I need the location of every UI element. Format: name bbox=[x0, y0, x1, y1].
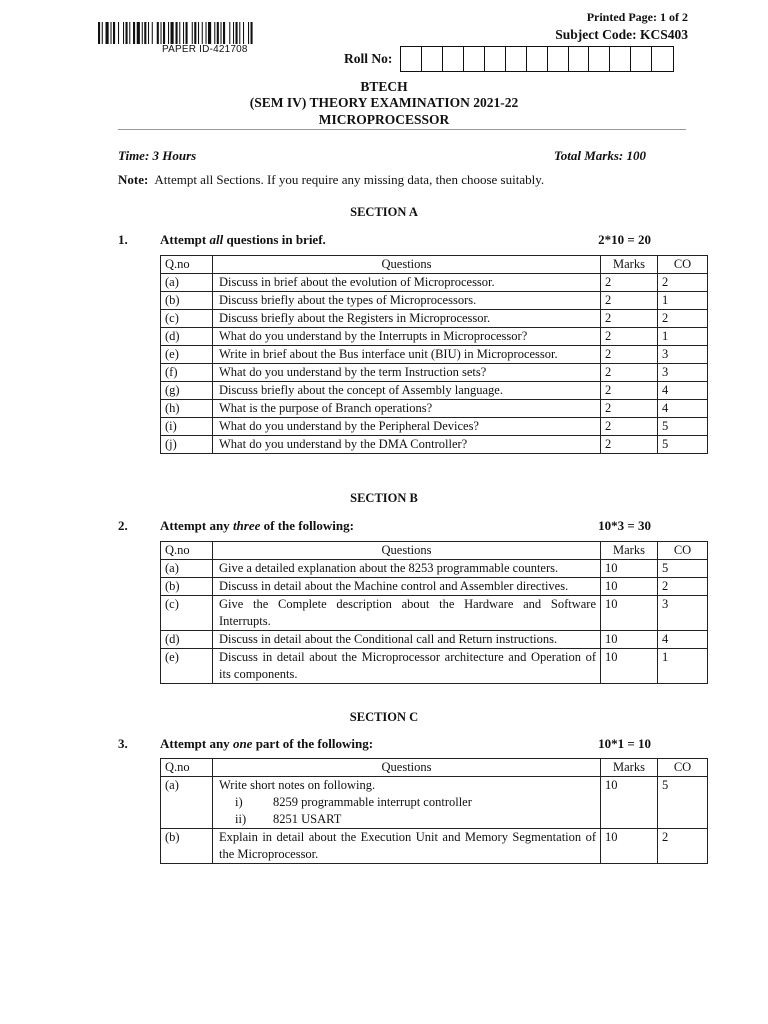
question-marks: 2 bbox=[601, 274, 658, 292]
roll-no-box[interactable] bbox=[506, 47, 527, 71]
question-text bbox=[213, 292, 601, 310]
section-c-instruction: Attempt any one part of the following: bbox=[160, 736, 374, 751]
question-number: (j) bbox=[161, 436, 213, 454]
note-text: Attempt all Sections. If you require any missing data, then choose suitably. bbox=[154, 172, 545, 187]
question-co: 4 bbox=[658, 382, 708, 400]
question-text bbox=[213, 328, 601, 346]
sub-question-number: i) bbox=[235, 795, 243, 809]
table-row bbox=[161, 596, 708, 631]
header-co: CO bbox=[658, 542, 708, 560]
roll-no-box[interactable] bbox=[401, 47, 422, 71]
question-marks: 10 bbox=[601, 649, 658, 684]
header-questions: Questions bbox=[213, 542, 601, 560]
section-a-number: 1. bbox=[118, 232, 128, 247]
exam-title: (SEM IV) THEORY EXAMINATION 2021-22 bbox=[249, 95, 519, 110]
question-co: 1 bbox=[658, 328, 708, 346]
question-number: (b) bbox=[161, 578, 213, 596]
question-text-line: Discuss in brief about the evolution of Microprocessor. bbox=[219, 275, 495, 289]
question-text bbox=[213, 346, 601, 364]
question-co: 3 bbox=[658, 346, 708, 364]
question-co: 4 bbox=[658, 631, 708, 649]
roll-no-boxes[interactable] bbox=[400, 46, 674, 72]
question-number: (e) bbox=[161, 649, 213, 684]
table-header-row bbox=[161, 542, 708, 560]
table-row bbox=[161, 560, 708, 578]
header-questions: Questions bbox=[213, 256, 601, 274]
printed-page: Printed Page: 1 of 2 bbox=[586, 10, 688, 24]
table-row bbox=[161, 436, 708, 454]
sub-question-number: ii) bbox=[235, 812, 247, 826]
table-row bbox=[161, 631, 708, 649]
roll-no-box[interactable] bbox=[631, 47, 652, 71]
roll-no bbox=[344, 46, 674, 72]
question-marks: 2 bbox=[601, 328, 658, 346]
note bbox=[118, 172, 544, 188]
question-marks: 10 bbox=[601, 631, 658, 649]
question-co: 1 bbox=[658, 292, 708, 310]
question-number: (i) bbox=[161, 418, 213, 436]
section-a-marks: 2*10 = 20 bbox=[598, 232, 651, 247]
question-marks: 2 bbox=[601, 364, 658, 382]
table-row bbox=[161, 649, 708, 684]
question-marks: 2 bbox=[601, 418, 658, 436]
question-text bbox=[213, 418, 601, 436]
question-text bbox=[213, 274, 601, 292]
question-number: (c) bbox=[161, 310, 213, 328]
question-text-line: Discuss in detail about the Microprocessor architecture and Operation of its components. bbox=[219, 650, 596, 681]
roll-no-box[interactable] bbox=[422, 47, 443, 71]
program-title: BTECH bbox=[360, 79, 408, 94]
question-text-line: Give a detailed explanation about the 8253 programmable counters. bbox=[219, 561, 559, 575]
sub-question-text: 8259 programmable interrupt controller bbox=[273, 795, 472, 809]
table-row bbox=[161, 829, 708, 864]
section-a-title: SECTION A bbox=[350, 205, 418, 219]
question-text bbox=[213, 382, 601, 400]
note-label: Note: bbox=[118, 172, 149, 187]
question-text-line: What do you understand by the Peripheral Devices? bbox=[219, 419, 479, 433]
question-co: 5 bbox=[658, 560, 708, 578]
question-text bbox=[213, 596, 601, 631]
question-co: 2 bbox=[658, 310, 708, 328]
question-co: 3 bbox=[658, 364, 708, 382]
header-co: CO bbox=[658, 256, 708, 274]
section-b-instruction: Attempt any three of the following: bbox=[160, 518, 354, 533]
question-co: 4 bbox=[658, 400, 708, 418]
question-marks: 2 bbox=[601, 382, 658, 400]
question-co: 2 bbox=[658, 274, 708, 292]
roll-no-box[interactable] bbox=[485, 47, 506, 71]
table-row bbox=[161, 292, 708, 310]
header-marks: Marks bbox=[601, 256, 658, 274]
question-text-line: What do you understand by the term Instruction sets? bbox=[219, 365, 487, 379]
question-text bbox=[213, 578, 601, 596]
sub-question-text: 8251 USART bbox=[273, 812, 342, 826]
question-text-line: Discuss briefly about the concept of Assembly language. bbox=[219, 383, 503, 397]
question-text bbox=[213, 777, 601, 829]
header-questions: Questions bbox=[213, 759, 601, 777]
question-co: 1 bbox=[658, 649, 708, 684]
subject-title: MICROPROCESSOR bbox=[318, 112, 450, 127]
table-row bbox=[161, 777, 708, 829]
question-co: 5 bbox=[658, 418, 708, 436]
header-qno: Q.no bbox=[161, 542, 213, 560]
question-text-line: Write short notes on following. bbox=[219, 778, 376, 792]
section-b-title: SECTION B bbox=[350, 491, 418, 505]
question-text bbox=[213, 364, 601, 382]
header-rule bbox=[118, 129, 686, 130]
question-marks: 10 bbox=[601, 777, 658, 829]
question-marks: 2 bbox=[601, 400, 658, 418]
question-text-line: What do you understand by the Interrupts in Microprocessor? bbox=[219, 329, 528, 343]
section-c-table bbox=[160, 758, 708, 864]
question-text-line: Explain in detail about the Execution Unit and Memory Segmentation of the Microprocessor. bbox=[219, 830, 596, 861]
sub-question bbox=[219, 794, 596, 811]
question-marks: 10 bbox=[601, 596, 658, 631]
table-row bbox=[161, 400, 708, 418]
question-co: 2 bbox=[658, 829, 708, 864]
question-text bbox=[213, 560, 601, 578]
question-number: (g) bbox=[161, 382, 213, 400]
question-text-line: Discuss briefly about the Registers in Microprocessor. bbox=[219, 311, 491, 325]
header-marks: Marks bbox=[601, 759, 658, 777]
question-number: (a) bbox=[161, 777, 213, 829]
question-text-line: What do you understand by the DMA Controller? bbox=[219, 437, 468, 451]
question-text-line: Discuss briefly about the types of Microprocessors. bbox=[219, 293, 477, 307]
question-text-line: What is the purpose of Branch operations? bbox=[219, 401, 433, 415]
table-row bbox=[161, 364, 708, 382]
table-row bbox=[161, 274, 708, 292]
question-co: 3 bbox=[658, 596, 708, 631]
roll-no-box[interactable] bbox=[548, 47, 569, 71]
section-b-table bbox=[160, 541, 708, 684]
header-marks: Marks bbox=[601, 542, 658, 560]
section-a-table bbox=[160, 255, 708, 454]
question-number: (b) bbox=[161, 292, 213, 310]
question-text bbox=[213, 310, 601, 328]
question-number: (c) bbox=[161, 596, 213, 631]
question-text bbox=[213, 400, 601, 418]
question-number: (e) bbox=[161, 346, 213, 364]
question-marks: 2 bbox=[601, 310, 658, 328]
roll-no-box[interactable] bbox=[589, 47, 610, 71]
question-marks: 2 bbox=[601, 436, 658, 454]
question-number: (d) bbox=[161, 631, 213, 649]
table-header-row bbox=[161, 256, 708, 274]
sub-question bbox=[219, 811, 596, 828]
table-row bbox=[161, 346, 708, 364]
question-number: (b) bbox=[161, 829, 213, 864]
paper-id: PAPER ID-421708 bbox=[162, 44, 248, 55]
header-co: CO bbox=[658, 759, 708, 777]
total-marks: Total Marks: 100 bbox=[554, 148, 646, 163]
section-c-marks: 10*1 = 10 bbox=[598, 736, 651, 751]
roll-no-label: Roll No: bbox=[344, 51, 393, 66]
roll-no-box[interactable] bbox=[652, 47, 673, 71]
question-marks: 2 bbox=[601, 346, 658, 364]
table-row bbox=[161, 418, 708, 436]
question-marks: 10 bbox=[601, 560, 658, 578]
section-c-title: SECTION C bbox=[349, 710, 419, 724]
question-number: (f) bbox=[161, 364, 213, 382]
section-b-marks: 10*3 = 30 bbox=[598, 518, 651, 533]
table-row bbox=[161, 382, 708, 400]
question-text bbox=[213, 631, 601, 649]
roll-no-box[interactable] bbox=[443, 47, 464, 71]
question-text-line: Write in brief about the Bus interface unit (BIU) in Microprocessor. bbox=[219, 347, 558, 361]
roll-no-box[interactable] bbox=[569, 47, 590, 71]
question-number: (a) bbox=[161, 274, 213, 292]
exam-time: Time: 3 Hours bbox=[118, 148, 197, 163]
table-row bbox=[161, 578, 708, 596]
header-qno: Q.no bbox=[161, 759, 213, 777]
table-row bbox=[161, 310, 708, 328]
question-co: 2 bbox=[658, 578, 708, 596]
question-marks: 2 bbox=[601, 292, 658, 310]
roll-no-box[interactable] bbox=[464, 47, 485, 71]
roll-no-box[interactable] bbox=[527, 47, 548, 71]
section-c-number: 3. bbox=[118, 736, 128, 751]
question-text bbox=[213, 829, 601, 864]
section-b-number: 2. bbox=[118, 518, 128, 533]
table-row bbox=[161, 328, 708, 346]
header-qno: Q.no bbox=[161, 256, 213, 274]
question-text-line: Discuss in detail about the Machine control and Assembler directives. bbox=[219, 579, 569, 593]
question-marks: 10 bbox=[601, 578, 658, 596]
question-number: (a) bbox=[161, 560, 213, 578]
question-co: 5 bbox=[658, 436, 708, 454]
question-text bbox=[213, 436, 601, 454]
question-marks: 10 bbox=[601, 829, 658, 864]
barcode bbox=[98, 22, 306, 44]
question-text-line: Discuss in detail about the Conditional call and Return instructions. bbox=[219, 632, 558, 646]
table-header-row bbox=[161, 759, 708, 777]
question-number: (h) bbox=[161, 400, 213, 418]
question-co: 5 bbox=[658, 777, 708, 829]
section-a-instruction: Attempt all questions in brief. bbox=[160, 232, 326, 247]
subject-code: Subject Code: KCS403 bbox=[555, 27, 688, 42]
roll-no-box[interactable] bbox=[610, 47, 631, 71]
question-text-line: Give the Complete description about the Hardware and Software Interrupts. bbox=[219, 597, 596, 628]
question-number: (d) bbox=[161, 328, 213, 346]
question-text bbox=[213, 649, 601, 684]
